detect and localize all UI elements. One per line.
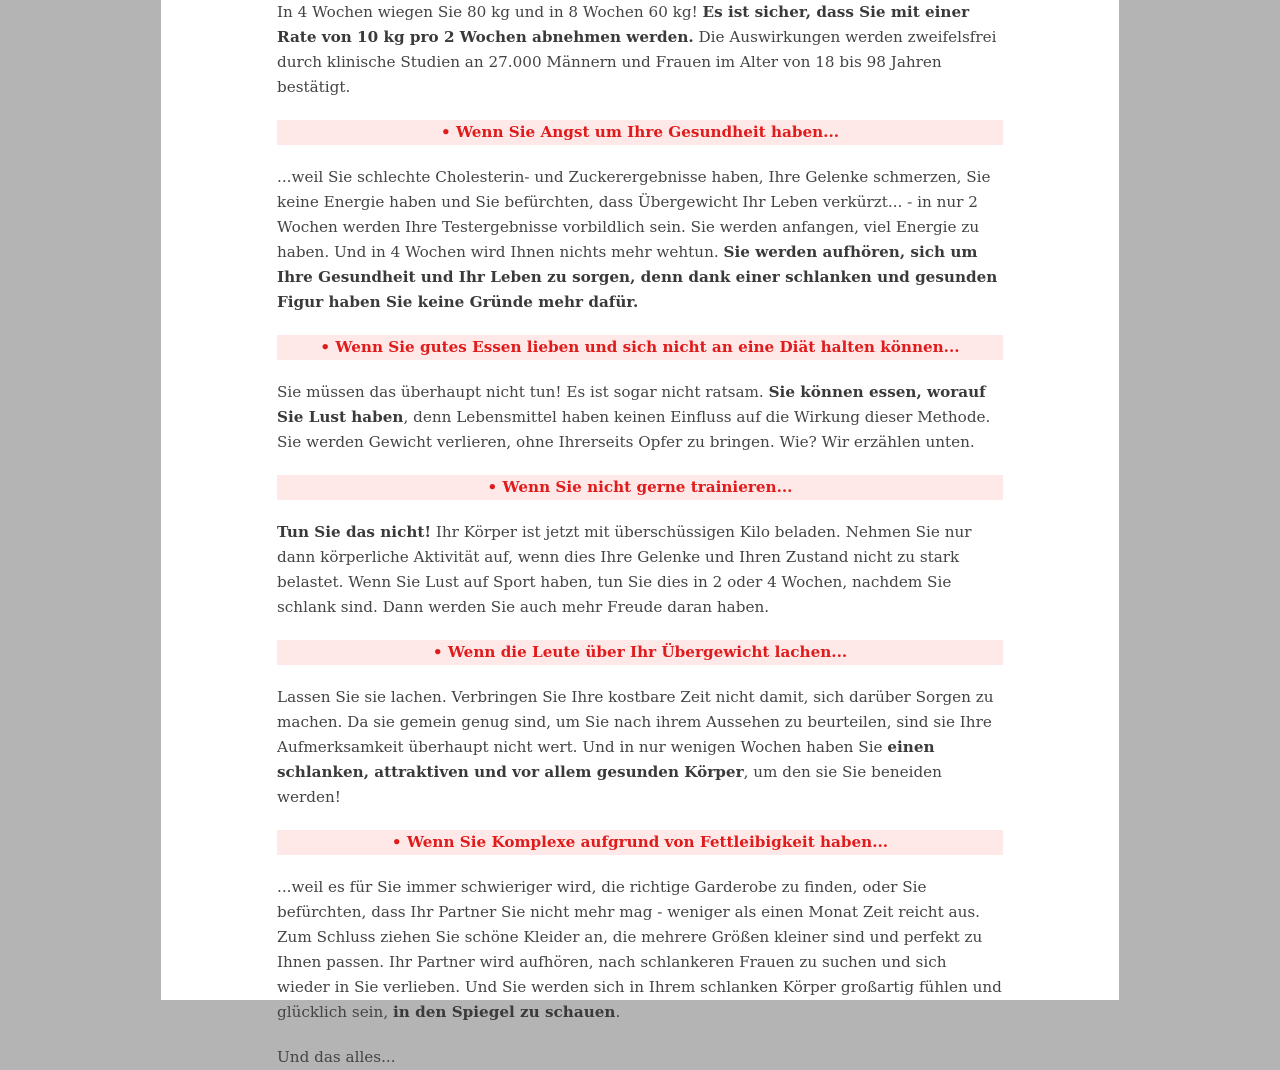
article-content (277, 0, 1003, 1070)
intro-bold: Es ist sicher, dass Sie mit einer Rate von 10 kg pro 2 Wochen abnehmen werden. (277, 3, 970, 46)
section-paragraph-complexes (277, 875, 1003, 1025)
section-paragraph-health (277, 165, 1003, 315)
section-paragraph-food (277, 380, 1003, 455)
paragraph-bold: Sie können essen, worauf Sie Lust haben (277, 383, 986, 426)
intro-paragraph (277, 0, 1003, 100)
paragraph-bold: einen schlanken, attraktiven und vor allem gesunden Körper (277, 738, 935, 781)
outro-paragraph: Und das alles... (277, 1048, 396, 1066)
section-heading-laughing: • Wenn die Leute über Ihr Übergewicht lachen... (277, 640, 1003, 665)
section-heading-health: • Wenn Sie Angst um Ihre Gesundheit haben... (277, 120, 1003, 145)
paragraph-text: Lassen Sie sie lachen. Verbringen Sie Ihre kostbare Zeit nicht damit, sich darüber Sorgen zu machen. Da sie gemein genug sind, um Sie nach ihrem Aussehen zu beurteilen, sind sie Ihre Aufmerksamkeit überhaupt nicht wert. Und in nur wenigen Wochen haben Sie (277, 688, 994, 756)
paragraph-text: ...weil es für Sie immer schwieriger wird, die richtige Garderobe zu finden, oder Sie befürchten, dass Ihr Partner Sie nicht mehr mag - weniger als einen Monat Zeit reicht aus. Zum Schluss ziehen Sie schöne Kleider an, die mehrere Größen kleiner sind und perfekt zu Ihnen passen. Ihr Partner wird aufhören, nach schlankeren Frauen zu suchen und sich wieder in Sie verlieben. Und Sie werden sich in Ihrem schlanken Körper großartig fühlen und glücklich sein, (277, 878, 1002, 1021)
paragraph-text-2: Ihr Körper ist jetzt mit überschüssigen Kilo beladen. Nehmen Sie nur dann körperliche Aktivität auf, wenn dies Ihre Gelenke und Ihren Zustand nicht zu stark belastet. Wenn Sie Lust auf Sport haben, tun Sie dies in 2 oder 4 Wochen, nachdem Sie schlank sind. Dann werden Sie auch mehr Freude daran haben. (277, 523, 972, 616)
section-heading-complexes: • Wenn Sie Komplexe aufgrund von Fettleibigkeit haben... (277, 830, 1003, 855)
paragraph-text-2: . (615, 1003, 621, 1021)
paragraph-bold: Sie werden aufhören, sich um Ihre Gesundheit und Ihr Leben zu sorgen, denn dank einer schlanken und gesunden Figur haben Sie keine Gründe mehr dafür. (277, 243, 998, 311)
intro-text: In 4 Wochen wiegen Sie 80 kg und in 8 Wochen 60 kg! (277, 3, 703, 21)
section-heading-food: • Wenn Sie gutes Essen lieben und sich nicht an eine Diät halten können... (277, 335, 1003, 360)
paragraph-text-2: , denn Lebensmittel haben keinen Einfluss auf die Wirkung dieser Methode. Sie werden Gewicht verlieren, ohne Ihrerseits Opfer zu bringen. Wie? Wir erzählen unten. (277, 408, 991, 451)
paragraph-text: ...weil Sie schlechte Cholesterin- und Zuckerergebnisse haben, Ihre Gelenke schmerzen, Sie keine Energie haben und Sie befürchten, dass Übergewicht Ihr Leben verkürzt... - in nur 2 Wochen werden Ihre Testergebnisse vorbildlich sein. Sie werden anfangen, viel Energie zu haben. Und in 4 Wochen wird Ihnen nichts mehr wehtun. (277, 168, 991, 261)
paragraph-bold: Tun Sie das nicht! (277, 523, 432, 541)
paragraph-text-2: , um den sie Sie beneiden werden! (277, 763, 942, 806)
intro-text-2: Die Auswirkungen werden zweifelsfrei durch klinische Studien an 27.000 Männern und Frauen im Alter von 18 bis 98 Jahren bestätigt. (277, 28, 997, 96)
section-heading-training: • Wenn Sie nicht gerne trainieren... (277, 475, 1003, 500)
paragraph-text: Sie müssen das überhaupt nicht tun! Es ist sogar nicht ratsam. (277, 383, 769, 401)
section-paragraph-training (277, 520, 1003, 620)
paragraph-bold: in den Spiegel zu schauen (392, 1003, 616, 1021)
article-page (161, 0, 1119, 1066)
section-paragraph-laughing (277, 685, 1003, 810)
